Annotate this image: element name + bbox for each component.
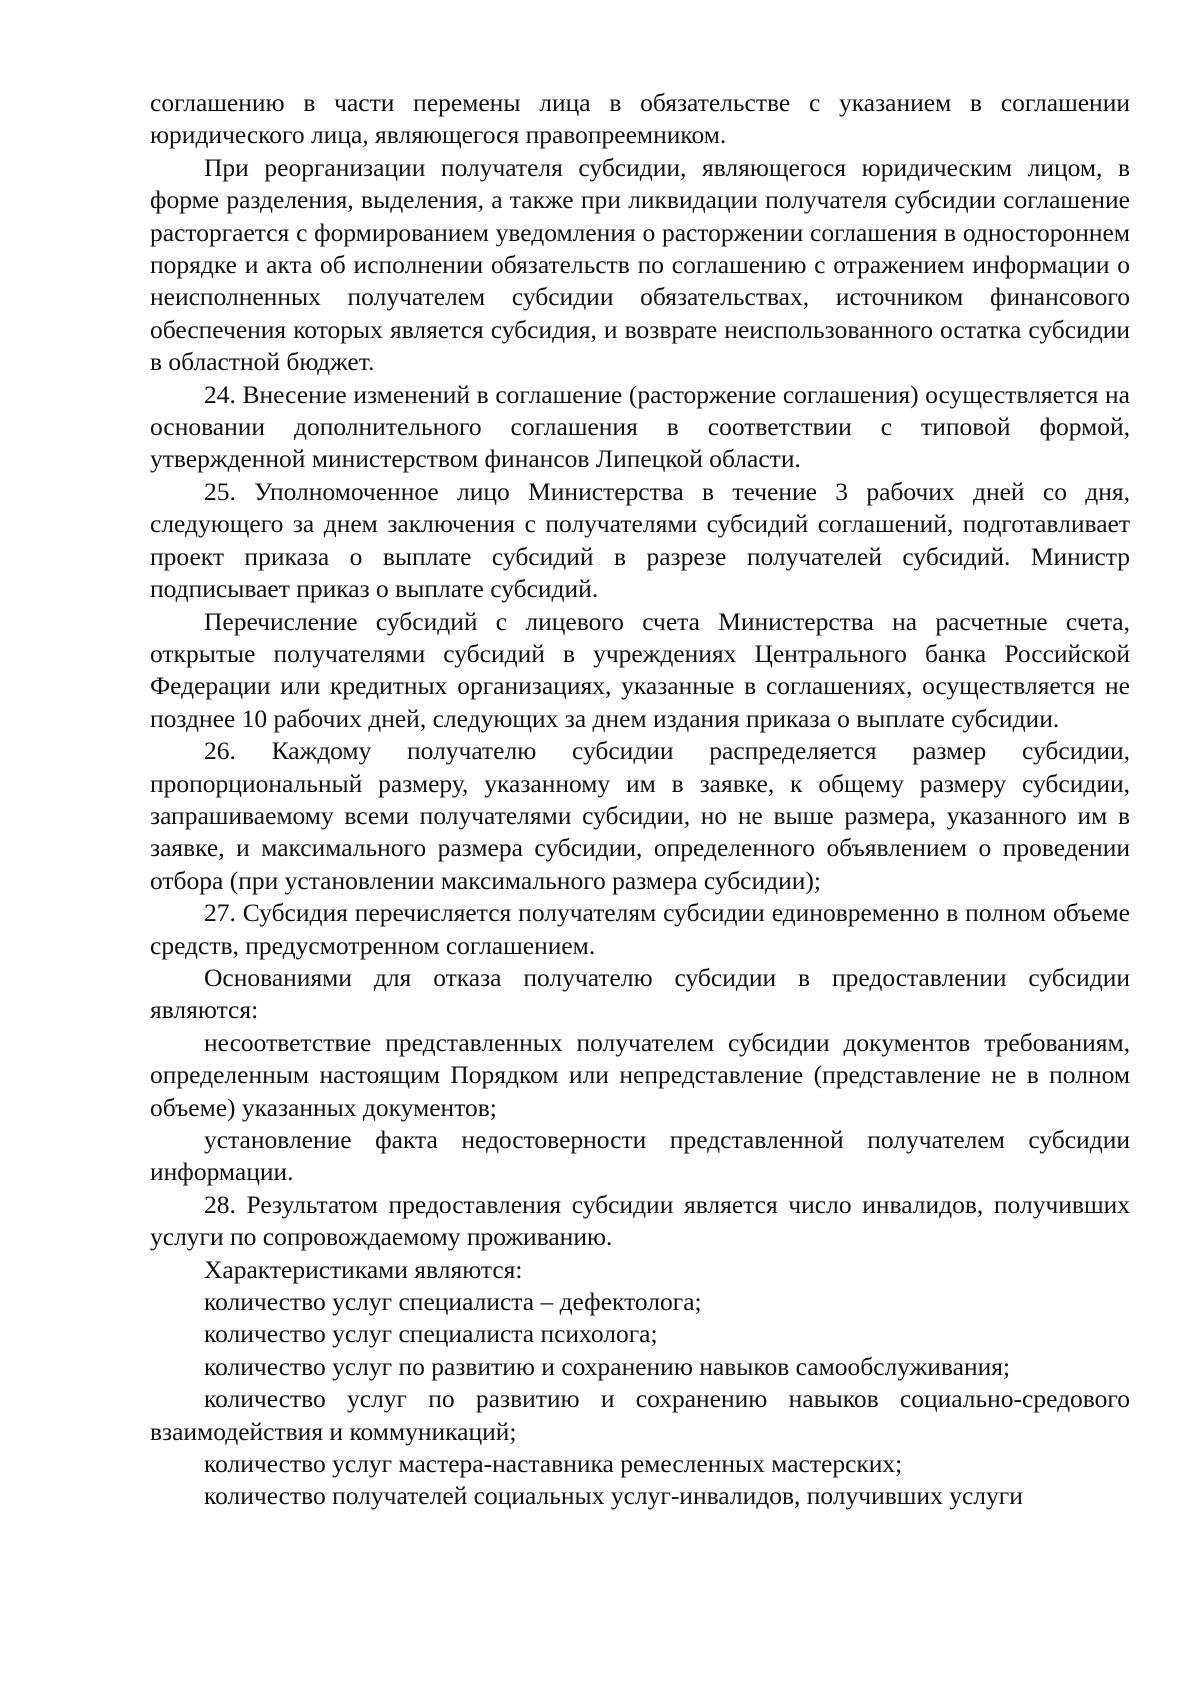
- paragraph-characteristics: Характеристиками являются:: [204, 1254, 523, 1284]
- paragraph-unreliability: установление факта недостоверности представленной получателем субсидии информации.: [150, 1125, 1130, 1187]
- list-item-self-care: количество услуг по развитию и сохранению навыков самообслуживания;: [204, 1351, 1011, 1381]
- list-item-social-interaction: количество услуг по развитию и сохранению навыков социально-средового взаимодействия и коммуникаций;: [150, 1384, 1130, 1446]
- paragraph-item-24: 24. Внесение изменений в соглашение (расторжение соглашения) осуществляется на основании дополнительного соглашения в соответствии с типовой формой, утвержденной министерством финансов Липецкой области.: [150, 379, 1130, 474]
- paragraph-refusal-grounds: Основаниями для отказа получателю субсидии в предоставлении субсидии являются:: [150, 962, 1130, 1025]
- list-item-service-recipients: количество получателей социальных услуг-инвалидов, получивших услуги: [204, 1481, 1023, 1511]
- paragraph-item-26: 26. Каждому получателю субсидии распределяется размер субсидии, пропорциональный размеру, указанному им в заявке, к общему размеру субсидии, запрашиваемому всеми получателями субсидии, но не выше размера, указанного им в заявке, и максимального размера субсидии, определенного объявлением о проведении отбора (при установлении максимального размера субсидии);: [150, 736, 1130, 895]
- paragraph-nonconformity: несоответствие представленных получателем субсидии документов требованиям, определенным настоящим Порядком или непредставление (представление не в полном объеме) указанных документов;: [150, 1027, 1130, 1122]
- document-body: [150, 87, 1130, 1513]
- list-item-psychologist: количество услуг специалиста психолога;: [204, 1319, 658, 1349]
- list-item-craft-mentor: количество услуг мастера-наставника ремесленных мастерских;: [204, 1449, 903, 1479]
- list-item-defectologist: количество услуг специалиста – дефектолога;: [204, 1287, 702, 1317]
- paragraph-continuation: соглашению в части перемены лица в обязательстве с указанием в соглашении юридического лица, являющегося правопреемником.: [150, 88, 1130, 150]
- paragraph-item-27: 27. Субсидия перечисляется получателям субсидии единовременно в полном объеме средств, предусмотренном соглашением.: [150, 898, 1130, 960]
- paragraph-item-25: 25. Уполномоченное лицо Министерства в течение 3 рабочих дней со дня, следующего за днем заключения с получателями субсидий соглашений, подготавливает проект приказа о выплате субсидий в разрезе получателей субсидий. Министр подписывает приказ о выплате субсидий.: [150, 476, 1130, 604]
- paragraph-transfer: Перечисление субсидий с лицевого счета Министерства на расчетные счета, открытые получателями субсидий в учреждениях Центрального банка Российской Федерации или кредитных организациях, указанные в соглашениях, осуществляется не позднее 10 рабочих дней, следующих за днем издания приказа о выплате субсидии.: [150, 606, 1130, 733]
- paragraph-item-28: 28. Результатом предоставления субсидии является число инвалидов, получивших услуги по сопровождаемому проживанию.: [150, 1189, 1130, 1252]
- paragraph-reorganization: При реорганизации получателя субсидии, являющегося юридическим лицом, в форме разделения, выделения, а также при ликвидации получателя субсидии соглашение расторгается с формированием уведомления о расторжении соглашения в одностороннем порядке и акта об исполнении обязательств по соглашению с отражением информации о неисполненных получателем субсидии обязательствах, источником финансового обеспечения которых является субсидия, и возврате неиспользованного остатка субсидии в областной бюджет.: [150, 152, 1130, 377]
